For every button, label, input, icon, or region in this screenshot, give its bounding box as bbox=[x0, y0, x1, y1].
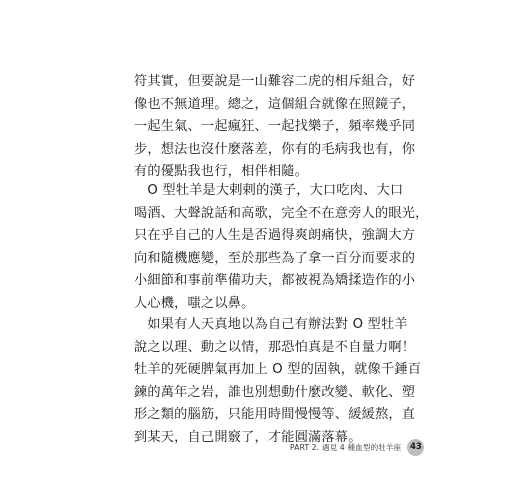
text-line: 小細節和事前準備功夫，都被視為矯揉造作的小 bbox=[134, 273, 416, 289]
text-line: 人心機，嗤之以鼻。 bbox=[134, 295, 255, 311]
text-line: 只在乎自己的人生是否過得爽朗痛快，強調大方 bbox=[134, 228, 416, 244]
text-line: 牡羊的死硬脾氣再加上 O 型的固執，就像千錘百 bbox=[134, 362, 422, 378]
text-line: 步，想法也沒什麼落差，你有的毛病我也有，你 bbox=[134, 141, 416, 157]
text-line: 說之以理、動之以情，那恐怕真是不自量力啊！ bbox=[134, 339, 416, 355]
page-footer bbox=[290, 438, 424, 456]
section-label: PART 2. 遇見 4 種血型的牡羊座 bbox=[290, 442, 402, 452]
text-line: 有的優點我也行，相伴相隨。 bbox=[134, 164, 309, 180]
text-line: 形之類的腦筋，只能用時間慢慢等、緩緩熬，直 bbox=[134, 407, 416, 423]
text-line: 鍊的萬年之岩，誰也別想動什麼改變、軟化、塑 bbox=[134, 384, 416, 400]
page-number-badge: 43 bbox=[407, 439, 424, 456]
text-line: 向和隨機應變，至於那些為了拿一百分而要求的 bbox=[134, 250, 416, 266]
paragraph-2 bbox=[134, 180, 429, 316]
paragraph-1 bbox=[134, 71, 416, 184]
text-line: 一起生氣、一起瘋狂、一起找樂子，頻率幾乎同 bbox=[134, 119, 416, 135]
text-line: 到某天，自己開竅了，才能圓滿落幕。 bbox=[134, 429, 362, 445]
text-line: 喝酒、大聲說話和高歌，完全不在意旁人的眼光， bbox=[134, 205, 429, 221]
text-line: 像也不無道理。總之，這個組合就像在照鏡子， bbox=[134, 96, 416, 112]
text-line: O 型牡羊是大剌剌的漢子，大口吃肉、大口 bbox=[134, 183, 404, 198]
text-line: 如果有人天真地以為自己有辦法對 O 型牡羊 bbox=[134, 317, 408, 332]
text-line: 符其實，但要說是一山難容二虎的相斥組合，好 bbox=[134, 74, 416, 89]
